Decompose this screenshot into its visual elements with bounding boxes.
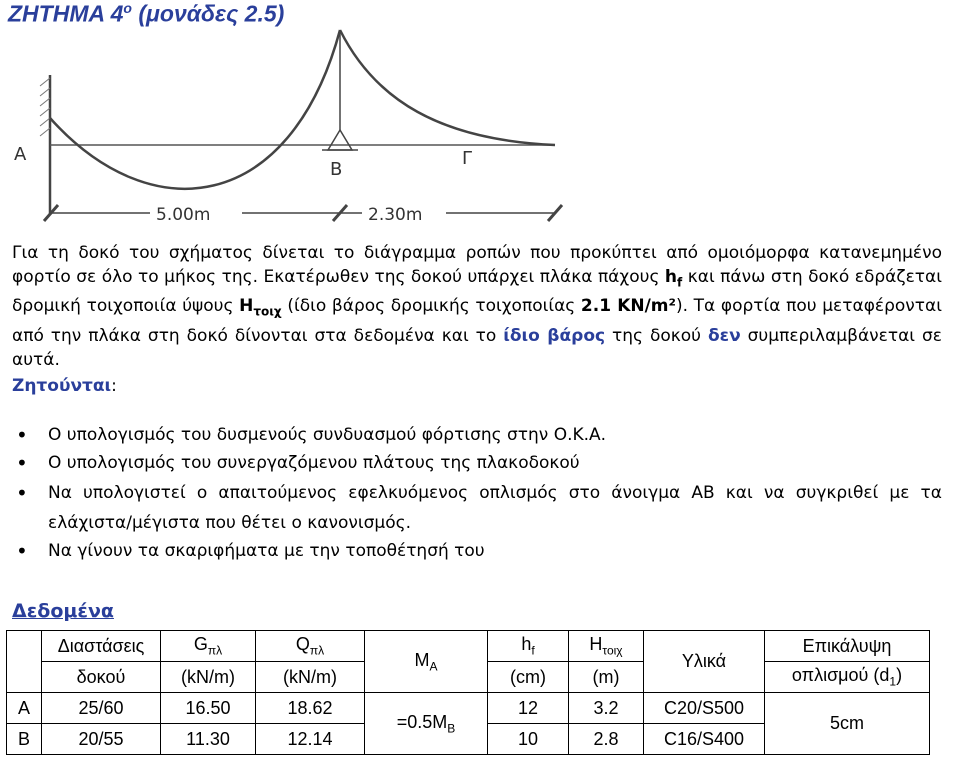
para-text-2: και πάνω στη δοκό εδράζεται δρομική τοιχοποιία ύψους — [12, 267, 942, 317]
dim-bc-label: 2.30m — [368, 205, 423, 225]
title-superscript: ο — [123, 0, 132, 16]
ht-symbol: $H_{\tau o\iota\chi}$ — [239, 296, 282, 319]
header-hf: $h_f$ — [488, 631, 569, 662]
header-materials: Υλικά — [644, 631, 765, 693]
moment-curve-bc — [340, 30, 555, 145]
header-ht: $H_{\tau o\iota\chi}$ — [569, 631, 644, 662]
table-row: Β 20/55 11.30 12.14 10 2.8 C16/S400 — [7, 724, 930, 755]
para-text-6: συμπεριλαμβάνεται σε αυτά. — [12, 325, 942, 370]
wall-weight: 2.1 KN/m² — [580, 296, 676, 317]
para-text-4: ). Τα φορτία που μεταφέρονται από την πλάκα στη δοκό δίνονται στα δεδομένα και το — [12, 296, 942, 346]
moment-diagram — [0, 0, 960, 240]
para-text-3: (ίδιο βάρος δρομικής τοιχοποιίας — [281, 296, 581, 317]
list-item: • Ο υπολογισμός του συνεργαζόμενου πλάτους της πλακοδοκού — [12, 450, 942, 476]
moment-curve-ab — [50, 30, 343, 189]
support-a-hatch — [40, 78, 50, 136]
title-text: ΖΗΤΗΜΑ 4 — [8, 0, 124, 27]
header-q: $Q_{\pi\lambda}$ — [256, 631, 365, 662]
not-emph: δεν — [707, 325, 741, 346]
problem-description — [12, 241, 942, 398]
header-q-unit: (kN/m) — [256, 662, 365, 693]
header-hf-unit: (cm) — [488, 662, 569, 693]
header-g-unit: (kN/m) — [161, 662, 256, 693]
point-b-label: Β — [330, 159, 343, 180]
requirements-list — [12, 422, 942, 564]
hf-symbol: $h_f$ — [664, 267, 683, 290]
point-c-label: Γ — [462, 148, 473, 169]
header-dims-2: δοκού — [42, 662, 161, 693]
cover-value-cell: 5cm — [765, 693, 930, 755]
para-text-5: της δοκού — [605, 325, 708, 346]
header-m: $M_A$ — [365, 631, 488, 693]
data-heading: Δεδομένα — [12, 600, 114, 622]
m-value-cell: $=0.5M_B$ — [365, 693, 488, 755]
list-item: • Να γίνουν τα σκαριφήματα με την τοποθέτησή του — [12, 538, 942, 564]
header-cover: Επικάλυψη — [765, 631, 930, 662]
table-row: Α 25/60 16.50 18.62 $=0.5M_B$ 12 3.2 C20/S500 5cm — [7, 693, 930, 724]
support-b-triangle — [328, 130, 352, 150]
header-g: $G_{\pi\lambda}$ — [161, 631, 256, 662]
requirements-label: Ζητούνται — [12, 375, 112, 396]
list-item: • Ο υπολογισμός του δυσμενούς συνδυασμού φόρτισης στην Ο.Κ.Α. — [12, 422, 942, 448]
data-table — [6, 630, 930, 755]
dim-ab-label: 5.00m — [156, 205, 211, 225]
table-corner — [7, 631, 42, 693]
title-suffix: (μονάδες 2.5) — [131, 0, 285, 27]
header-dims: Διαστάσεις — [42, 631, 161, 662]
header-ht-unit: (m) — [569, 662, 644, 693]
list-item: • Να υπολογιστεί ο απαιτούμενος εφελκυόμενος οπλισμός στο άνοιγμα ΑΒ και να συγκριθεί με τα ελάχιστα/μέγιστα που θέτει ο κανονισμός. — [12, 478, 942, 538]
para-text-1: Για τη δοκό του σχήματος δίνεται το διάγραμμα ροπών που προκύπτει από ομοιόμορφα κατανεμημένο φορτίο σε όλο το μήκος της. Εκατέρωθεν της δοκού υπάρχει πλάκα πάχους — [12, 243, 942, 287]
own-weight-emph: ίδιο βάρος — [503, 325, 606, 346]
header-cover-2: οπλισμού $(d_1)$ — [765, 662, 930, 693]
requirements-colon: : — [111, 375, 117, 396]
point-a-label: Α — [14, 144, 27, 165]
